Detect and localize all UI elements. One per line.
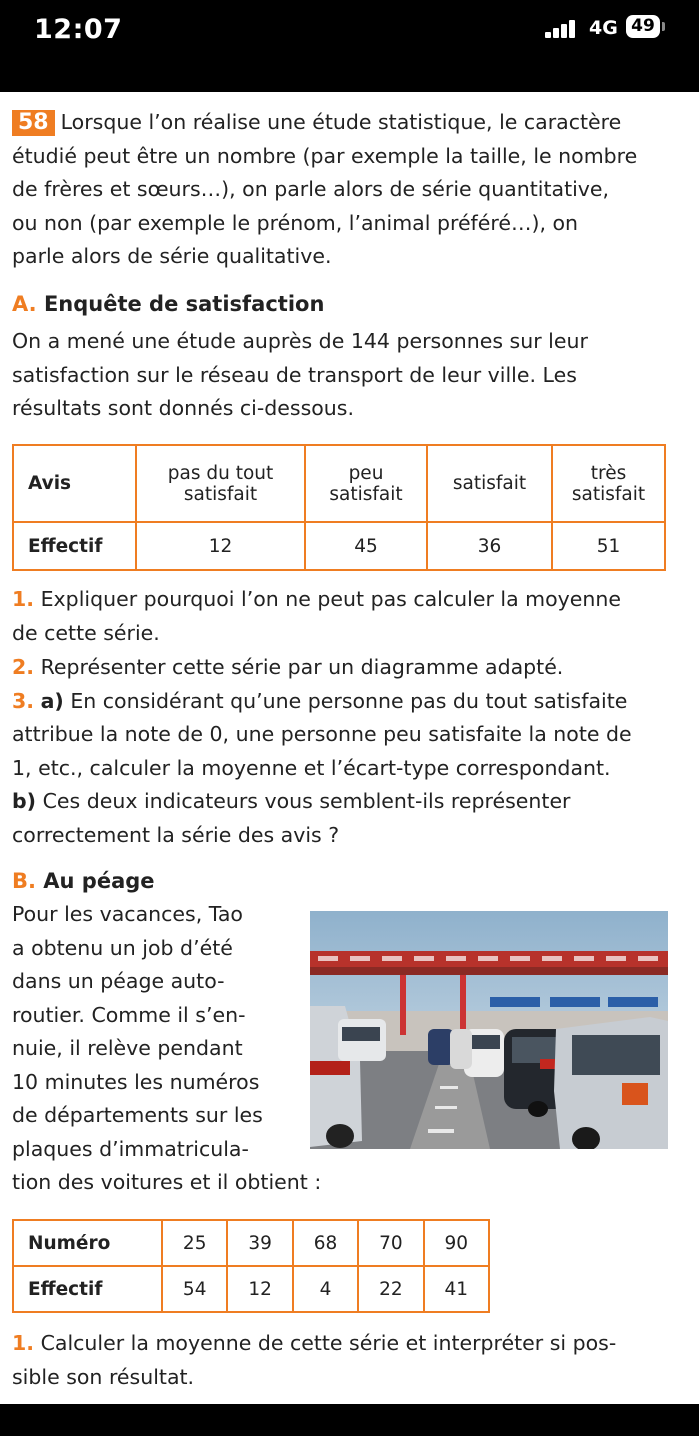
- section-b-text: Pour les vacances, Tao a obtenu un job d’été dans un péage auto- routier. Comme il s’en- nuie, il relève pendant 10 minutes les numéros de départements sur les plaques d’immatricula- tion des voitures et il obtient :: [12, 902, 322, 1194]
- intro-paragraph: [12, 106, 672, 274]
- exercise-number: 58: [12, 110, 55, 136]
- intro-line: étudié peut être un nombre (par exemple la taille, le nombre: [12, 143, 638, 168]
- table-cell: 54: [162, 1266, 227, 1312]
- document-page: [0, 92, 699, 1404]
- section-a-questions: 1. Expliquer pourquoi l’on ne peut pas calculer la moyenne de cette série. 2. Représenter cette série par un diagramme adapté. 3. a) En considérant qu’une personne pas du tout satisfaite attribue la note de 0, une personne peu satisfaite la note de 1, etc., calculer la moyenne et l’écart-type correspondant. b) Ces deux indicateurs vous semblent-ils représenter correctement la série des avis ?: [12, 587, 632, 847]
- table-header-numero: Numéro: [13, 1220, 162, 1266]
- table-cell: 4: [293, 1266, 358, 1312]
- table-header-effectif: Effectif: [13, 1266, 162, 1312]
- table-header-effectif: Effectif: [13, 522, 136, 570]
- table-cell: 90: [424, 1220, 489, 1266]
- bottom-bar: [0, 1404, 699, 1436]
- battery-tip: [662, 22, 665, 31]
- table-cell: 68: [293, 1220, 358, 1266]
- toll-booth-image: [310, 911, 668, 1149]
- table-cell: 45: [305, 522, 427, 570]
- table-cell: 25: [162, 1220, 227, 1266]
- table-cell: très satisfait: [552, 445, 665, 522]
- intro-line: de frères et sœurs…), on parle alors de série quantitative,: [12, 177, 610, 201]
- intro-line: ou non (par exemple le prénom, l’animal préféré…), on: [12, 210, 579, 235]
- intro-line: parle alors de série qualitative.: [12, 244, 332, 268]
- table-cell: 22: [358, 1266, 423, 1312]
- section-a-text: On a mené une étude auprès de 144 personnes sur leur satisfaction sur le réseau de transport de leur ville. Les résultats sont donnés ci-dessous.: [12, 329, 588, 420]
- section-a-heading: A. Enquête de satisfaction: [12, 292, 325, 316]
- satisfaction-table: [12, 444, 666, 571]
- table-cell: 39: [227, 1220, 292, 1266]
- toll-booth-photo: [310, 911, 668, 1149]
- status-bar: [0, 0, 699, 92]
- table-header-avis: Avis: [13, 445, 136, 522]
- table-cell: 70: [358, 1220, 423, 1266]
- battery-icon: 49: [626, 15, 660, 38]
- table-cell: 12: [227, 1266, 292, 1312]
- table-cell: 12: [136, 522, 305, 570]
- section-b-heading: B. Au péage: [12, 869, 155, 893]
- status-time: 12:07: [34, 14, 123, 45]
- table-cell: pas du tout satisfait: [136, 445, 305, 522]
- table-cell: 36: [427, 522, 552, 570]
- table-cell: peu satisfait: [305, 445, 427, 522]
- table-cell: 51: [552, 522, 665, 570]
- section-b-question: 1. Calculer la moyenne de cette série et interpréter si pos- sible son résultat.: [12, 1331, 617, 1389]
- network-type: 4G: [589, 17, 618, 39]
- intro-line: Lorsque l’on réalise une étude statistique, le caractère: [60, 110, 622, 134]
- departments-table: [12, 1219, 490, 1313]
- table-cell: satisfait: [427, 445, 552, 522]
- signal-icon: [545, 20, 579, 38]
- table-cell: 41: [424, 1266, 489, 1312]
